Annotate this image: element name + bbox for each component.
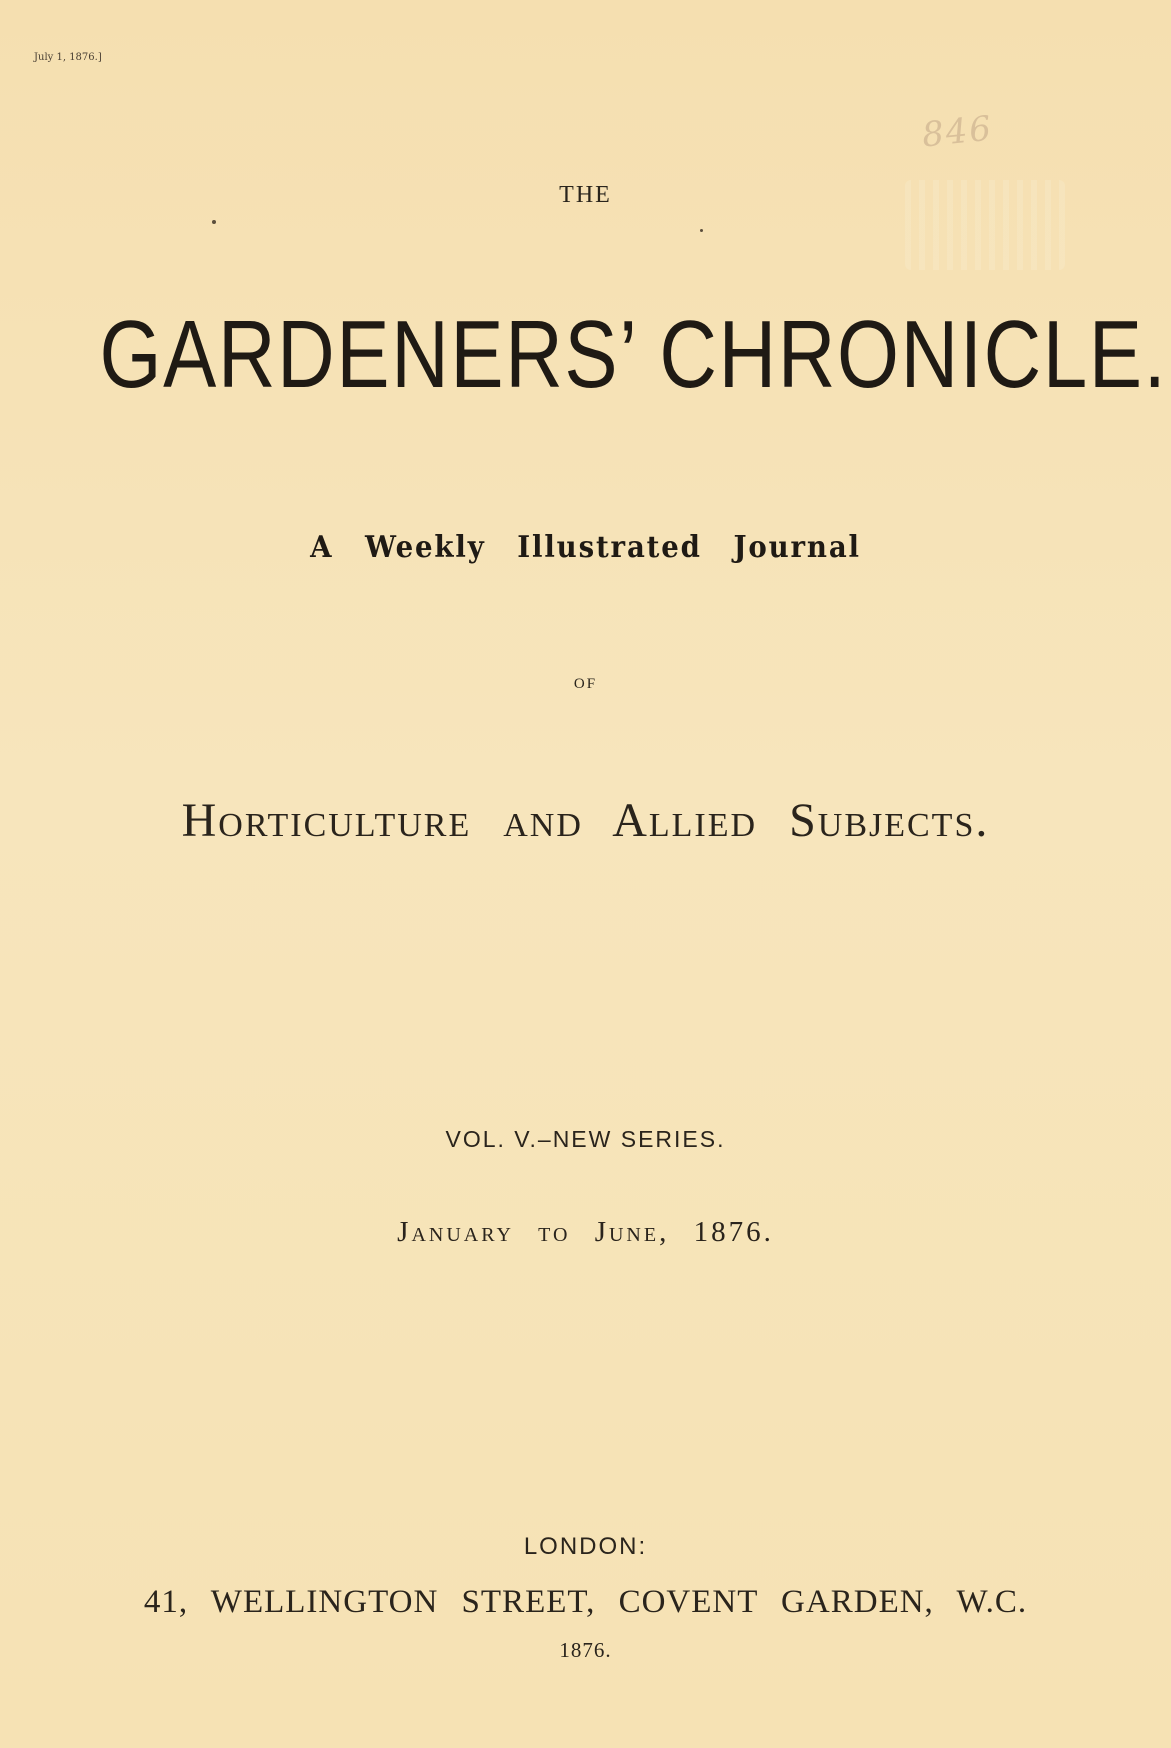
header-date-note: July 1, 1876.] xyxy=(34,52,102,63)
imprint-year: 1876. xyxy=(559,1638,612,1662)
imprint-city: LONDON: xyxy=(523,1533,648,1560)
imprint-address: 41, WELLINGTON STREET, COVENT GARDEN, W.C. xyxy=(143,1584,1028,1620)
handwritten-folio-number: 846 xyxy=(920,108,995,156)
blackletter-subtitle: A Weekly Illustrated Journal xyxy=(310,530,861,565)
subject-line: Horticulture and Allied Subjects. xyxy=(181,794,990,847)
paper-speck xyxy=(212,220,216,224)
paper-speck xyxy=(700,229,703,232)
volume-label: VOL. V.–NEW SERIES. xyxy=(445,1126,726,1152)
title-article: THE xyxy=(559,182,612,208)
date-range: January to June, 1876. xyxy=(397,1216,774,1248)
main-title: GARDENERS’ CHRONICLE. xyxy=(99,301,1168,408)
subtitle-of: OF xyxy=(573,676,598,692)
